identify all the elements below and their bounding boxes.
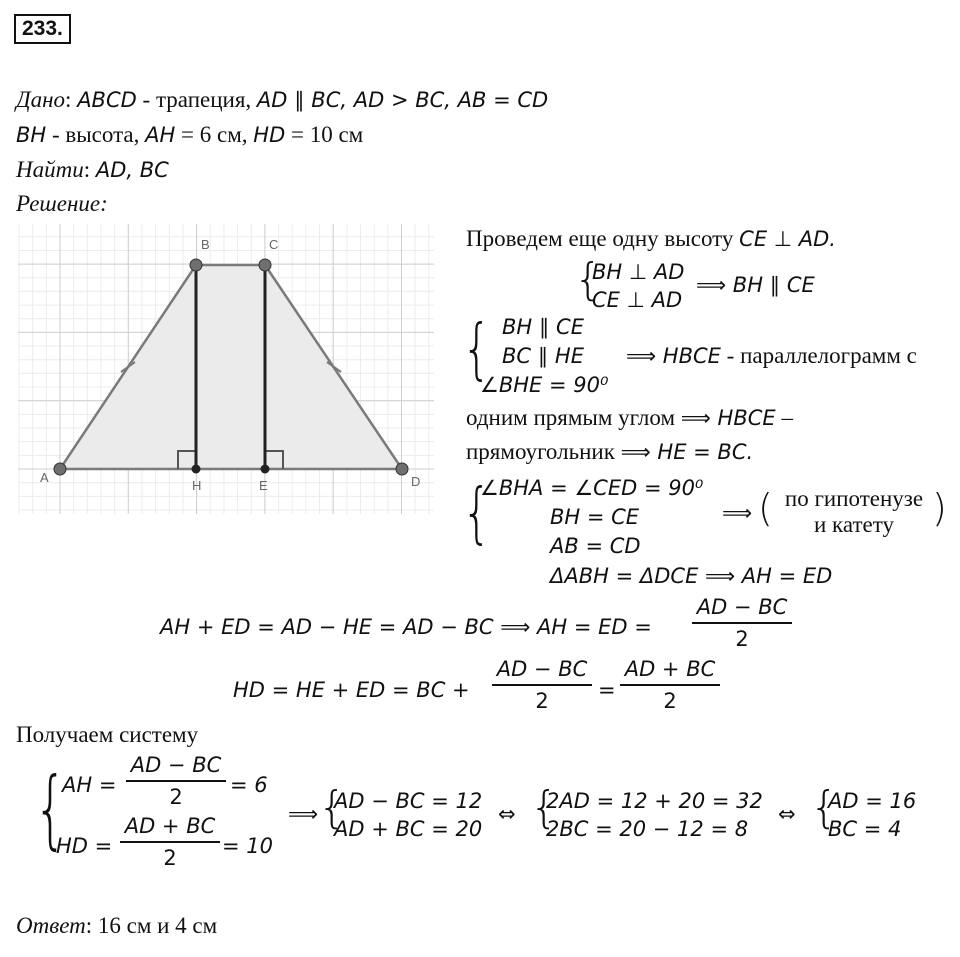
s2-row-1: AD − BC = 12 [334,789,483,813]
paren-close: ) [932,486,947,530]
trapezoid-fill [60,265,402,469]
find-label: Найти [16,157,84,182]
point-d [396,463,408,475]
label-e: E [259,478,268,493]
final-r2-fraction: AD + BC 2 [120,813,220,871]
sys2-row-2: BC ∥ HE [502,344,584,368]
sys2-result: ⟹ HBCE - параллелограмм с [626,343,917,368]
s2-row-2: AD + BC = 20 [334,817,483,841]
eq2-fraction-1: AD − BC 2 [492,656,592,714]
problem-number: 233. [14,14,71,44]
brace-s4: { [810,782,838,833]
final-r1-right: = 6 [230,773,268,797]
paren-line-2: и катету [813,512,894,537]
right-line-b: прямоугольник ⟹ HE = BC. [466,439,754,464]
sys3-arrow: ⟹ [722,501,753,525]
sys1-result: ⟹ BH ∥ CE [696,273,815,297]
final-r2-right: = 10 [222,834,273,858]
brace-sys1: { [574,254,602,305]
eq1-left: AH + ED = AD − HE = AD − BC ⟹ AH = ED = [160,615,652,639]
sys1-row-2: CE ⊥ AD [592,288,683,312]
eq2-equals: = [598,678,616,702]
final-equiv-1: ⇔ [498,802,516,826]
brace-sys2: { [462,310,492,387]
solution-label: Решение: [16,191,108,216]
given-line-1: Дано: ABCD - трапеция, AD ∥ BC, AD > BC, AB = CD [16,87,549,112]
final-r2-left: HD = [56,834,113,858]
final-r1-fraction: AD − BC 2 [126,752,226,810]
answer-label: Ответ [16,913,86,938]
label-a: A [40,470,49,485]
right-line-1: Проведем еще одну высоту CE ⊥ AD. [466,226,836,251]
s3-row-1: 2AD = 12 + 20 = 32 [546,789,763,813]
system-intro: Получаем систему [16,722,199,747]
sys2-row-1: BH ∥ CE [502,315,584,339]
sys3-row-1: ∠BHA = ∠CED = 90⁰ [480,476,704,500]
sys3-row-3: AB = CD [550,534,641,558]
final-arrow-1: ⟹ [288,802,319,826]
s4-row-1: AD = 16 [828,789,917,813]
find-value: AD, BC [95,158,169,182]
brace-s2: { [318,782,346,833]
brace-sys3: { [462,474,492,551]
sys2-row-3: ∠BHE = 90⁰ [480,373,609,397]
label-c: C [269,237,279,252]
brace-final: { [34,759,67,859]
eq1-fraction: AD − BC 2 [692,594,792,652]
brace-s3: { [530,782,558,833]
point-e [261,465,270,474]
final-equiv-2: ⇔ [778,802,796,826]
paren-open: ( [758,486,773,530]
given-label: Дано [16,87,66,112]
sys1-row-1: BH ⊥ AD [592,260,685,284]
right-line-a: одним прямым углом ⟹ HBCE – [466,405,793,430]
label-d: D [411,474,421,489]
eq2-fraction-2: AD + BC 2 [620,656,720,714]
find-line: Найти: AD, BC [16,157,169,182]
point-h [192,465,201,474]
label-h: H [192,478,202,493]
s4-row-2: BC = 4 [828,817,902,841]
answer-value: : 16 см и 4 см [85,913,218,938]
paren-line-1: по гипотенузе [784,486,924,511]
s3-row-2: 2BC = 20 − 12 = 8 [546,817,749,841]
sys3-row-2: BH = CE [550,505,640,529]
answer-line [16,912,217,940]
point-a [54,463,66,475]
point-c [259,259,271,271]
eq2-left: HD = HE + ED = BC + [233,678,470,702]
trapezoid-figure [18,224,434,514]
triangle-equality: ΔABH = ΔDCE ⟹ AH = ED [550,564,833,588]
label-b: B [201,237,210,252]
point-b [190,259,202,271]
given-line-2: BH - высота, AH = 6 см, HD = 10 см [16,122,364,147]
final-r1-left: AH = [62,773,117,797]
